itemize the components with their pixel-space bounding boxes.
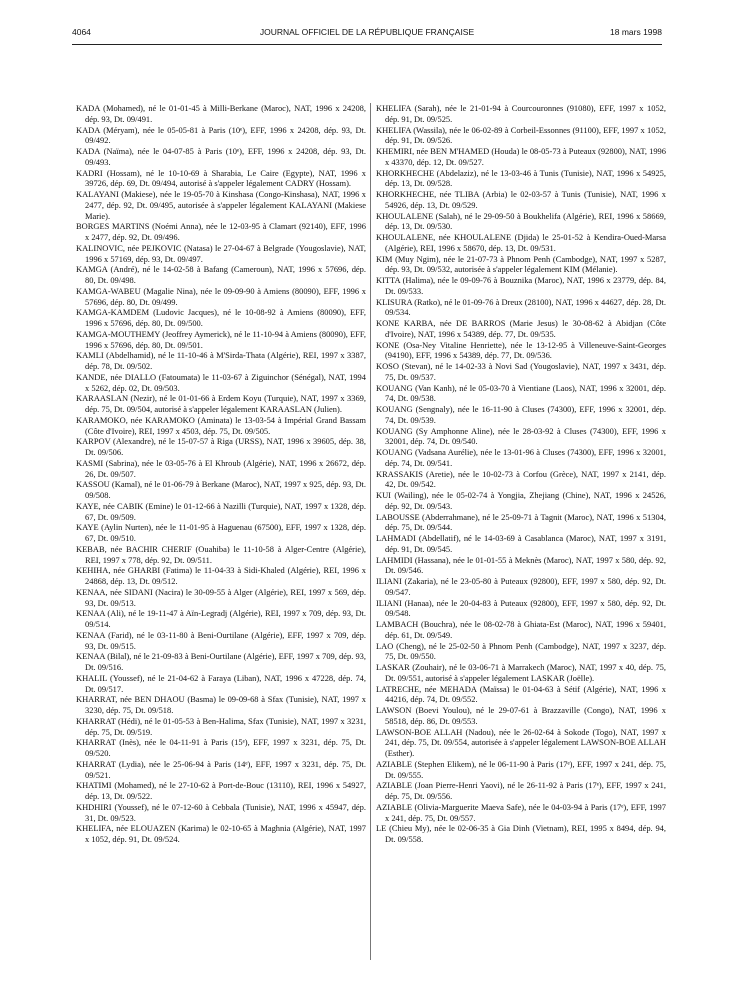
register-entry: KASMI (Sabrina), née le 03-05-76 à El Khroub (Algérie), NAT, 1996 x 26672, dép. 26, Dt. 09/507. — [76, 457, 366, 479]
register-entry: KALAYANI (Makiese), née le 19-05-70 à Kinshasa (Congo-Kinshasa), NAT, 1996 x 2477, dép. 92, Dt. 09/495, autorisée à s'appeler légalement KALAYANI (Makiese Marie). — [76, 189, 366, 221]
register-entry: KEHIHA, née GHARBI (Fatima) le 11-04-33 à Sidi-Khaled (Algérie), REI, 1996 x 24868, dép. 13, Dt. 09/512. — [76, 565, 366, 586]
register-entry: KIM (Muy Ngim), née le 21-07-73 à Phnom Penh (Cambodge), NAT, 1997 x 5287, dép. 93, Dt. 09/532, autorisée à s'appeler légalement KIM (Mélanie). — [376, 253, 666, 275]
header-rule — [72, 44, 662, 45]
register-entry: KAMGA-MOUTHEMY (Jeoffrey Aymerick), né le 11-10-94 à Amiens (80090), EFF, 1996 x 57696, dép. 80, Dt. 09/501. — [76, 328, 366, 350]
register-entry: KOUANG (Sy Amphonne Aline), née le 28-03-92 à Cluses (74300), EFF, 1996 x 32001, dép. 74, Dt. 09/540. — [376, 425, 666, 447]
register-entry: KAMGA (André), né le 14-02-58 à Bafang (Cameroun), NAT, 1996 x 57696, dép. 80, Dt. 09/498. — [76, 264, 366, 285]
right-column — [376, 103, 666, 845]
register-entry: KHELIFA (Wassila), née le 06-02-89 à Corbeil-Essonnes (91100), EFF, 1997 x 1052, dép. 91, Dt. 09/526. — [376, 124, 666, 146]
register-entry: KHOULALENE (Salah), né le 29-09-50 à Boukhelifa (Algérie), REI, 1996 x 58669, dép. 13, Dt. 09/530. — [376, 210, 666, 232]
register-entry: LABOUSSE (Abderrahmane), né le 25-09-71 à Tagnit (Maroc), NAT, 1996 x 51304, dép. 75, Dt. 09/544. — [376, 511, 666, 533]
register-entry: KONE KARBA, née DE BARROS (Marie Jesus) le 30-08-62 à Abidjan (Côte d'Ivoire), NAT, 1996 x 54389, dép. 77, Dt. 09/535. — [376, 318, 666, 339]
register-entry: KASSOU (Kamal), né le 01-06-79 à Berkane (Maroc), NAT, 1997 x 925, dép. 93, Dt. 09/508. — [76, 479, 366, 500]
register-entry: KHALIL (Youssef), né le 21-04-62 à Faraya (Liban), NAT, 1996 x 47228, dép. 74, Dt. 09/517. — [76, 672, 366, 694]
register-entry: KHATIMI (Mohamed), né le 27-10-62 à Port-de-Bouc (13110), REI, 1996 x 54927, dép. 13, Dt. 09/522. — [76, 780, 366, 801]
register-entry: KAMLI (Abdelhamid), né le 11-10-46 à M'Sirda-Thata (Algérie), REI, 1997 x 3387, dép. 78, Dt. 09/502. — [76, 350, 366, 371]
register-entry: ILIANI (Hanaa), née le 20-04-83 à Puteaux (92800), EFF, 1997 x 580, dép. 92, Dt. 09/548. — [376, 597, 666, 619]
column-divider — [370, 103, 371, 960]
register-entry: KHARRAT, née BEN DHAOU (Basma) le 09-09-68 à Sfax (Tunisie), NAT, 1997 x 3230, dép. 75, Dt. 09/518. — [76, 694, 366, 715]
register-entry: KRASSAKIS (Aretie), née le 10-02-73 à Corfou (Grèce), NAT, 1997 x 2141, dép. 42, Dt. 09/542. — [376, 468, 666, 490]
register-entry: BORGES MARTINS (Noémi Anna), née le 12-03-95 à Clamart (92140), EFF, 1996 x 2477, dép. 92, Dt. 09/496. — [76, 221, 366, 242]
register-entry: KARPOV (Alexandre), né le 15-07-57 à Riga (URSS), NAT, 1996 x 39605, dép. 38, Dt. 09/506. — [76, 436, 366, 457]
register-entry: KHELIFA (Sarah), née le 21-01-94 à Courcouronnes (91080), EFF, 1997 x 1052, dép. 91, Dt. 09/525. — [376, 103, 666, 124]
register-entry: KHOULALENE, née KHOULALENE (Djida) le 25-01-52 à Kendira-Oued-Marsa (Algérie), REI, 1996 x 58670, dép. 13, Dt. 09/531. — [376, 232, 666, 253]
register-entry: LAHMIDI (Hassana), née le 01-01-55 à Meknès (Maroc), NAT, 1997 x 580, dép. 92, Dt. 09/546. — [376, 554, 666, 576]
register-entry: KADA (Méryam), née le 05-05-81 à Paris (10ᵉ), EFF, 1996 x 24208, dép. 93, Dt. 09/492. — [76, 124, 366, 146]
register-entry: KOUANG (Van Kanh), né le 05-03-70 à Vientiane (Laos), NAT, 1996 x 32001, dép. 74, Dt. 09/538. — [376, 382, 666, 404]
register-entry: KAMGA-WABEU (Magalie Nina), née le 09-09-90 à Amiens (80090), EFF, 1996 x 57696, dép. 80, Dt. 09/499. — [76, 285, 366, 307]
register-entry: KADA (Mohamed), né le 01-01-45 à Milli-Berkane (Maroc), NAT, 1996 x 24208, dép. 93, Dt. 09/491. — [76, 103, 366, 124]
register-entry: KLISURA (Ratko), né le 01-09-76 à Dreux (28100), NAT, 1996 x 44627, dép. 28, Dt. 09/534. — [376, 296, 666, 318]
page-number: 4064 — [72, 27, 91, 37]
register-entry: LAWSON-BOE ALLAH (Nadou), née le 26-02-64 à Sokode (Togo), NAT, 1997 x 241, dép. 75, Dt. 09/554, autorisée à s'appeler légalement LAWSON-BOE ALLAH (Esther). — [376, 726, 666, 758]
register-entry: KHARRAT (Hédi), né le 01-05-53 à Ben-Halima, Sfax (Tunisie), NAT, 1997 x 3231, dép. 75, Dt. 09/519. — [76, 715, 366, 737]
register-entry: KONE (Osa-Ney Vitaline Henriette), née le 13-12-95 à Villeneuve-Saint-Georges (94190), EFF, 1996 x 54389, dép. 77, Dt. 09/536. — [376, 339, 666, 361]
register-entry: KENAA, née SIDANI (Nacira) le 30-09-55 à Alger (Algérie), REI, 1997 x 569, dép. 93, Dt. 09/513. — [76, 586, 366, 608]
register-entry: AZIABLE (Olivia-Marguerite Maeva Safe), née le 04-03-94 à Paris (17ᵉ), EFF, 1997 x 241, dép. 75, Dt. 09/557. — [376, 801, 666, 823]
register-entry: KUI (Wailing), née le 05-02-74 à Yongjia, Zhejiang (Chine), NAT, 1996 x 24526, dép. 92, Dt. 09/543. — [376, 490, 666, 511]
issue-date: 18 mars 1998 — [610, 27, 662, 37]
page-header — [72, 27, 662, 41]
register-entry: KHORKHECHE (Abdelaziz), né le 13-03-46 à Tunis (Tunisie), NAT, 1996 x 54925, dép. 13, Dt. 09/528. — [376, 167, 666, 189]
register-entry: KHEMIRI, née BEN M'HAMED (Houda) le 08-05-73 à Puteaux (92800), NAT, 1996 x 43370, dép. 12, Dt. 09/527. — [376, 146, 666, 167]
register-entry: KANDE, née DIALLO (Fatoumata) le 11-03-67 à Ziguinchor (Sénégal), NAT, 1994 x 5262, dép. 02, Dt. 09/503. — [76, 371, 366, 393]
register-entry: KHORKHECHE, née TLIBA (Arbia) le 02-03-57 à Tunis (Tunisie), NAT, 1996 x 54926, dép. 13, Dt. 09/529. — [376, 189, 666, 210]
register-entry: KOUANG (Vadsana Aurélie), née le 13-01-96 à Cluses (74300), EFF, 1996 x 32001, dép. 74, Dt. 09/541. — [376, 447, 666, 468]
register-entry: LE (Chieu My), née le 02-06-35 à Gia Dinh (Vietnam), REI, 1995 x 8494, dép. 94, Dt. 09/558. — [376, 823, 666, 844]
register-entry: KAYE (Aylin Nurten), née le 11-01-95 à Haguenau (67500), EFF, 1997 x 1328, dép. 67, Dt. 09/510. — [76, 522, 366, 543]
register-entry: KEBAB, née BACHIR CHERIF (Ouahiba) le 11-10-58 à Alger-Centre (Algérie), REI, 1997 x 778, dép. 92, Dt. 09/511. — [76, 543, 366, 565]
register-entry: KENAA (Farid), né le 03-11-80 à Beni-Ourtilane (Algérie), EFF, 1997 x 709, dép. 93, Dt. 09/515. — [76, 629, 366, 651]
register-entry: KALINOVIC, née PEJKOVIC (Natasa) le 27-04-67 à Belgrade (Yougoslavie), NAT, 1996 x 57169, dép. 93, Dt. 09/497. — [76, 242, 366, 264]
register-entry: KENAA (Ali), né le 19-11-47 à Aïn-Legradj (Algérie), REI, 1997 x 709, dép. 93, Dt. 09/514. — [76, 608, 366, 629]
register-entry: ILIANI (Zakaria), né le 23-05-80 à Puteaux (92800), EFF, 1997 x 580, dép. 92, Dt. 09/547. — [376, 576, 666, 597]
register-entry: LAWSON (Boevi Youlou), né le 29-07-61 à Brazzaville (Congo), NAT, 1996 x 58518, dép. 86, Dt. 09/553. — [376, 705, 666, 726]
register-entry: KOSO (Stevan), né le 14-02-33 à Novi Sad (Yougoslavie), NAT, 1997 x 3431, dép. 75, Dt. 09/537. — [376, 361, 666, 382]
register-entry: LASKAR (Zouhair), né le 03-06-71 à Marrakech (Maroc), NAT, 1997 x 40, dép. 75, Dt. 09/551, autorisé à s'appeler légalement LASKAR (Joëlle). — [376, 662, 666, 683]
register-entry: KADRI (Hossam), né le 10-10-69 à Sharabia, Le Caire (Egypte), NAT, 1996 x 39726, dép. 69, Dt. 09/494, autorisé à s'appeler légalement CADRY (Hossam). — [76, 167, 366, 189]
register-entry: AZIABLE (Joan Pierre-Henri Yaovi), né le 26-11-92 à Paris (17ᵉ), EFF, 1997 x 241, dép. 75, Dt. 09/556. — [376, 780, 666, 801]
register-entry: KHARRAT (Inès), née le 04-11-91 à Paris (15ᵉ), EFF, 1997 x 3231, dép. 75, Dt. 09/520. — [76, 737, 366, 758]
register-entry: LAHMADI (Abdellatif), né le 14-03-69 à Casablanca (Maroc), NAT, 1997 x 3191, dép. 91, Dt. 09/545. — [376, 533, 666, 554]
register-entry: KITTA (Halima), née le 09-09-76 à Bouznika (Maroc), NAT, 1996 x 23779, dép. 84, Dt. 09/533. — [376, 275, 666, 296]
register-entry: LAO (Cheng), né le 25-02-50 à Phnom Penh (Cambodge), NAT, 1997 x 3237, dép. 75, Dt. 09/550. — [376, 640, 666, 662]
journal-title: JOURNAL OFFICIEL DE LA RÉPUBLIQUE FRANÇAISE — [259, 27, 475, 37]
register-entry: LATRECHE, née MEHADA (Maïssa) le 01-04-63 à Sétif (Algérie), NAT, 1996 x 44216, dép. 74, Dt. 09/552. — [376, 683, 666, 705]
register-entry: KAYE, née CABIK (Emine) le 01-12-66 à Nazilli (Turquie), NAT, 1997 x 1328, dép. 67, Dt. 09/509. — [76, 500, 366, 522]
register-entry: KAMGA-KAMDEM (Ludovic Jacques), né le 10-08-92 à Amiens (80090), EFF, 1996 x 57696, dép. 80, Dt. 09/500. — [76, 307, 366, 328]
left-column — [76, 103, 366, 845]
register-entry: KHDHIRI (Youssef), né le 07-12-60 à Cebbala (Tunisie), NAT, 1996 x 45947, dép. 31, Dt. 09/523. — [76, 801, 366, 823]
register-entry: KENAA (Bilal), né le 21-09-83 à Beni-Ourtilane (Algérie), EFF, 1997 x 709, dép. 93, Dt. 09/516. — [76, 651, 366, 672]
register-entry: KARAASLAN (Nezir), né le 01-01-66 à Erdem Koyu (Turquie), NAT, 1997 x 3369, dép. 75, Dt. 09/504, autorisé à s'appeler légalement KARAASLAN (Julien). — [76, 393, 366, 414]
register-entry: KOUANG (Sengnaly), née le 16-11-90 à Cluses (74300), EFF, 1996 x 32001, dép. 74, Dt. 09/539. — [376, 404, 666, 425]
register-entry: KARAMOKO, née KARAMOKO (Aminata) le 13-03-54 à Impérial Grand Bassam (Côte d'Ivoire), REI, 1997 x 4503, dép. 75, Dt. 09/505. — [76, 414, 366, 436]
register-entry: LAMBACH (Bouchra), née le 08-02-78 à Ghiata-Est (Maroc), NAT, 1996 x 59401, dép. 61, Dt. 09/549. — [376, 619, 666, 640]
register-entry: KHARRAT (Lydia), née le 25-06-94 à Paris (14ᵉ), EFF, 1997 x 3231, dép. 75, Dt. 09/521. — [76, 758, 366, 780]
register-entry: KADA (Naïma), née le 04-07-85 à Paris (10ᵉ), EFF, 1996 x 24208, dép. 93, Dt. 09/493. — [76, 146, 366, 167]
register-entry: KHELIFA, née ELOUAZEN (Karima) le 02-10-65 à Maghnia (Algérie), NAT, 1997 x 1052, dép. 91, Dt. 09/524. — [76, 823, 366, 844]
register-entry: AZIABLE (Stephen Elikem), né le 06-11-90 à Paris (17ᵉ), EFF, 1997 x 241, dép. 75, Dt. 09/555. — [376, 758, 666, 780]
